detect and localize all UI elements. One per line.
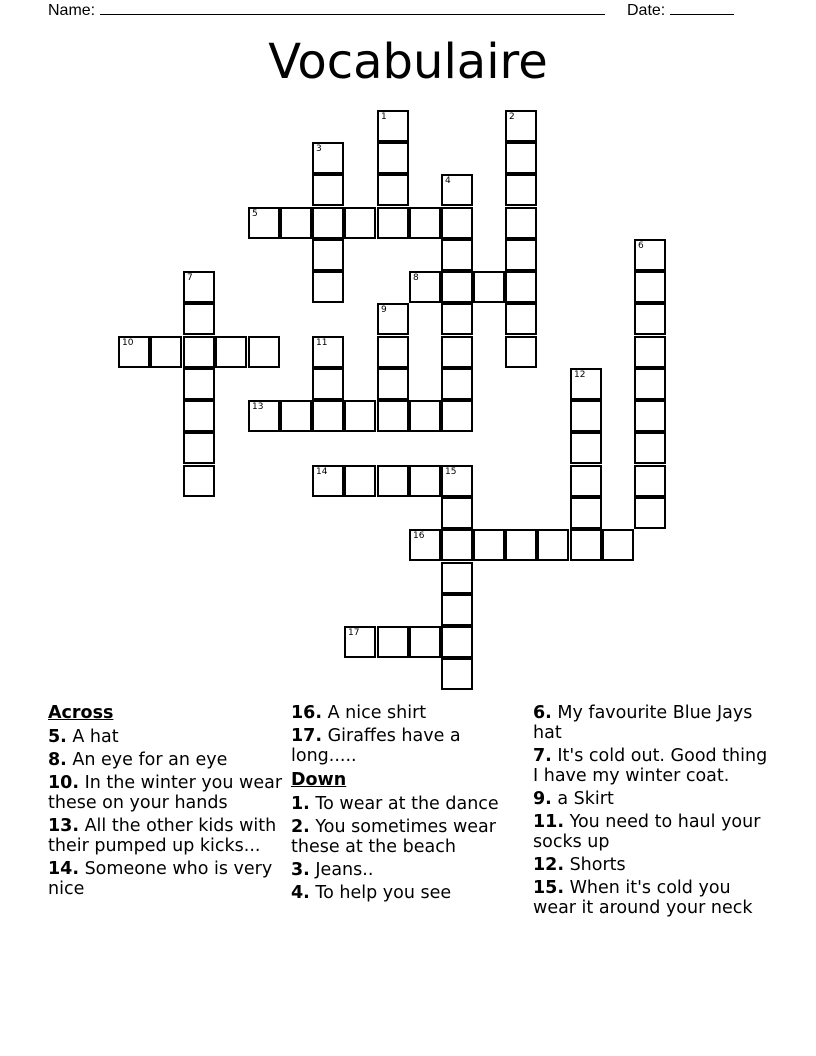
- clue-text: When it's cold you wear it around your neck: [533, 878, 753, 918]
- grid-cell[interactable]: [377, 336, 409, 368]
- grid-cell[interactable]: [344, 465, 376, 497]
- cell-number: 5: [252, 209, 258, 219]
- clue-number: 11.: [533, 812, 565, 832]
- grid-cell[interactable]: [441, 465, 473, 497]
- grid-cell[interactable]: [634, 497, 666, 529]
- clue-text: Jeans..: [309, 860, 374, 880]
- clue-item: [48, 773, 283, 813]
- clue-number: 10.: [48, 773, 80, 793]
- cell-number: 13: [252, 402, 264, 412]
- cell-number: 15: [445, 467, 457, 477]
- grid-cell[interactable]: [409, 400, 441, 432]
- cell-number: 8: [413, 273, 419, 283]
- clue-item: [533, 789, 768, 809]
- clue-text: To help you see: [309, 883, 452, 903]
- clue-item: [533, 703, 768, 743]
- grid-cell[interactable]: [634, 336, 666, 368]
- clue-item: [291, 860, 526, 880]
- grid-cell[interactable]: [377, 465, 409, 497]
- grid-cell[interactable]: [441, 207, 473, 239]
- grid-cell[interactable]: [505, 174, 537, 206]
- grid-cell[interactable]: [441, 271, 473, 303]
- clue-item: [291, 726, 526, 766]
- clue-item: [48, 816, 283, 856]
- grid-cell[interactable]: [150, 336, 182, 368]
- cell-number: 14: [316, 467, 328, 477]
- clue-number: 2.: [291, 817, 310, 837]
- grid-cell[interactable]: [377, 368, 409, 400]
- name-label: Name:: [48, 2, 96, 19]
- clue-item: [48, 859, 283, 899]
- clue-text: In the winter you wear these on your hands: [48, 773, 283, 813]
- cell-number: 2: [509, 112, 515, 122]
- grid-cell[interactable]: [441, 626, 473, 658]
- grid-cell[interactable]: [409, 465, 441, 497]
- clue-text: An eye for an eye: [66, 750, 228, 770]
- grid-cell[interactable]: [441, 368, 473, 400]
- clue-text: a Skirt: [551, 789, 614, 809]
- grid-cell[interactable]: [505, 110, 537, 142]
- grid-cell[interactable]: [441, 497, 473, 529]
- cell-number: 6: [638, 241, 644, 251]
- clue-text: A nice shirt: [322, 703, 427, 723]
- clues-column-1: [48, 703, 283, 902]
- clue-number: 12.: [533, 855, 565, 875]
- clue-item: [533, 855, 768, 875]
- grid-cell[interactable]: [441, 174, 473, 206]
- clue-item: [291, 883, 526, 903]
- grid-cell[interactable]: [183, 303, 215, 335]
- grid-cell[interactable]: [312, 271, 344, 303]
- clue-text: Giraffes have a long.....: [291, 726, 461, 766]
- grid-cell[interactable]: [634, 271, 666, 303]
- down-heading: Down: [291, 770, 347, 790]
- grid-cell[interactable]: [183, 271, 215, 303]
- grid-cell[interactable]: [183, 336, 215, 368]
- grid-cell[interactable]: [183, 432, 215, 464]
- cell-number: 9: [381, 305, 387, 315]
- clue-item: [48, 727, 283, 747]
- clue-item: [48, 750, 283, 770]
- grid-cell[interactable]: [280, 400, 312, 432]
- grid-cell[interactable]: [409, 626, 441, 658]
- grid-cell[interactable]: [473, 271, 505, 303]
- down-clue-list: [291, 794, 526, 903]
- grid-cell[interactable]: [183, 368, 215, 400]
- grid-cell[interactable]: [505, 207, 537, 239]
- grid-cell[interactable]: [377, 174, 409, 206]
- grid-cell[interactable]: [505, 303, 537, 335]
- grid-cell[interactable]: [312, 142, 344, 174]
- clue-number: 17.: [291, 726, 323, 746]
- clue-text: To wear at the dance: [309, 794, 499, 814]
- clue-item: [533, 812, 768, 852]
- cell-number: 16: [413, 531, 425, 541]
- grid-cell[interactable]: [409, 529, 441, 561]
- grid-cell[interactable]: [570, 368, 602, 400]
- grid-cell[interactable]: [634, 368, 666, 400]
- grid-cell[interactable]: [441, 239, 473, 271]
- grid-cell[interactable]: [183, 465, 215, 497]
- grid-cell[interactable]: [344, 626, 376, 658]
- down-clue-list-cont: [533, 703, 768, 918]
- clue-item: [533, 878, 768, 918]
- cell-number: 4: [445, 176, 451, 186]
- grid-cell[interactable]: [312, 207, 344, 239]
- across-clue-list-cont: [291, 703, 526, 766]
- across-heading: Across: [48, 703, 114, 723]
- clue-number: 16.: [291, 703, 323, 723]
- grid-cell[interactable]: [312, 174, 344, 206]
- grid-cell[interactable]: [248, 207, 280, 239]
- clue-text: You sometimes wear these at the beach: [291, 817, 496, 857]
- clue-item: [291, 703, 526, 723]
- grid-cell[interactable]: [441, 562, 473, 594]
- page-title: Vocabulaire: [268, 34, 548, 90]
- clue-number: 14.: [48, 859, 80, 879]
- grid-cell[interactable]: [570, 465, 602, 497]
- clue-text: All the other kids with their pumped up kicks...: [48, 816, 277, 856]
- grid-cell[interactable]: [602, 529, 634, 561]
- cell-number: 17: [348, 628, 360, 638]
- clue-number: 3.: [291, 860, 310, 880]
- grid-cell[interactable]: [312, 400, 344, 432]
- grid-cell[interactable]: [441, 658, 473, 690]
- grid-cell[interactable]: [248, 400, 280, 432]
- cell-number: 3: [316, 144, 322, 154]
- clue-number: 13.: [48, 816, 80, 836]
- grid-cell[interactable]: [215, 336, 247, 368]
- grid-cell[interactable]: [118, 336, 150, 368]
- grid-cell[interactable]: [377, 142, 409, 174]
- clue-item: [533, 746, 768, 786]
- cell-number: 7: [187, 273, 193, 283]
- grid-cell[interactable]: [312, 239, 344, 271]
- cell-number: 10: [122, 338, 134, 348]
- grid-cell[interactable]: [409, 271, 441, 303]
- grid-cell[interactable]: [377, 207, 409, 239]
- grid-cell[interactable]: [505, 271, 537, 303]
- grid-cell[interactable]: [505, 239, 537, 271]
- grid-cell[interactable]: [312, 336, 344, 368]
- grid-cell[interactable]: [634, 465, 666, 497]
- clue-number: 15.: [533, 878, 565, 898]
- clue-text: You need to haul your socks up: [533, 812, 761, 852]
- clue-number: 9.: [533, 789, 552, 809]
- clue-text: It's cold out. Good thing I have my winter coat.: [533, 746, 768, 786]
- grid-cell[interactable]: [441, 529, 473, 561]
- grid-cell[interactable]: [570, 400, 602, 432]
- cell-number: 11: [316, 338, 328, 348]
- grid-cell[interactable]: [441, 303, 473, 335]
- grid-cell[interactable]: [248, 336, 280, 368]
- clues-column-3: [533, 703, 768, 921]
- grid-cell[interactable]: [634, 400, 666, 432]
- grid-cell[interactable]: [473, 529, 505, 561]
- grid-cell[interactable]: [377, 626, 409, 658]
- grid-cell[interactable]: [409, 207, 441, 239]
- grid-cell[interactable]: [505, 142, 537, 174]
- grid-cell[interactable]: [441, 336, 473, 368]
- grid-cell[interactable]: [570, 432, 602, 464]
- clue-item: [291, 794, 526, 814]
- grid-cell[interactable]: [505, 336, 537, 368]
- grid-cell[interactable]: [570, 529, 602, 561]
- grid-cell[interactable]: [441, 594, 473, 626]
- clue-number: 5.: [48, 727, 67, 747]
- grid-cell[interactable]: [280, 207, 312, 239]
- grid-cell[interactable]: [537, 529, 569, 561]
- grid-cell[interactable]: [505, 529, 537, 561]
- clue-number: 6.: [533, 703, 552, 723]
- clue-number: 8.: [48, 750, 67, 770]
- grid-cell[interactable]: [634, 239, 666, 271]
- grid-cell[interactable]: [344, 400, 376, 432]
- clue-item: [291, 817, 526, 857]
- clue-text: Someone who is very nice: [48, 859, 273, 899]
- grid-cell[interactable]: [634, 432, 666, 464]
- grid-cell[interactable]: [344, 207, 376, 239]
- clue-number: 4.: [291, 883, 310, 903]
- grid-cell[interactable]: [312, 368, 344, 400]
- clue-text: A hat: [66, 727, 119, 747]
- clues-column-2: [291, 703, 526, 906]
- grid-cell[interactable]: [377, 303, 409, 335]
- grid-cell[interactable]: [312, 465, 344, 497]
- clue-number: 7.: [533, 746, 552, 766]
- grid-cell[interactable]: [377, 110, 409, 142]
- clue-number: 1.: [291, 794, 310, 814]
- cell-number: 12: [574, 370, 586, 380]
- cell-number: 1: [381, 112, 387, 122]
- grid-cell[interactable]: [441, 400, 473, 432]
- clue-text: My favourite Blue Jays hat: [533, 703, 753, 743]
- grid-cell[interactable]: [634, 303, 666, 335]
- clue-text: Shorts: [564, 855, 626, 875]
- across-clue-list: [48, 727, 283, 899]
- grid-cell[interactable]: [570, 497, 602, 529]
- grid-cell[interactable]: [377, 400, 409, 432]
- grid-cell[interactable]: [183, 400, 215, 432]
- date-label: Date:: [627, 2, 666, 19]
